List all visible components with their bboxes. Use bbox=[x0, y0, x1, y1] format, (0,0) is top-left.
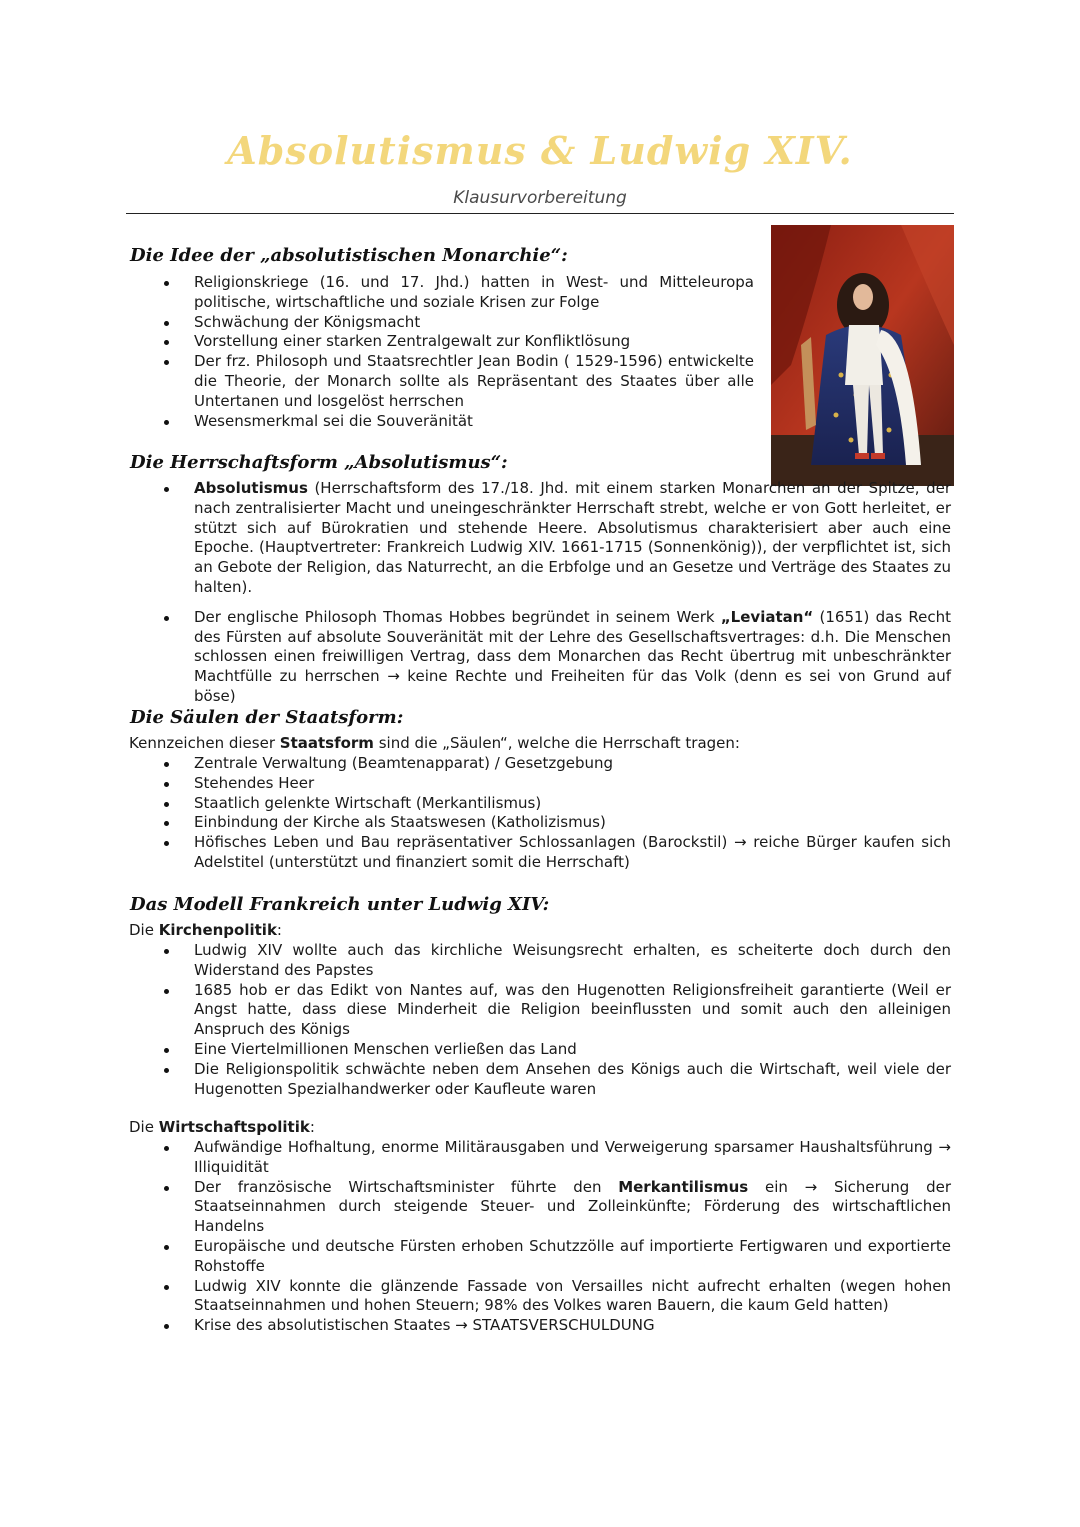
saeulen-intro bbox=[129, 734, 740, 754]
w2-text-b: ein → Sicherung der Staatseinnahmen durch steigende Steuer- und Zolleinkünfte; Förderung des wirtschaftlichen Handelns bbox=[194, 1177, 951, 1236]
list-item: Wesensmerkmal sei die Souveränität bbox=[194, 412, 754, 432]
section-heading-saeulen: Die Säulen der Staatsform: bbox=[130, 707, 404, 728]
list-item: 1685 hob er das Edikt von Nantes auf, was den Hugenotten Religionsfreiheit garantierte (Weil er Angst hatte, dass diese Minderheit die Religion beeinflussten und somit auch den alleinigen Anspruch des Königs bbox=[194, 980, 951, 1039]
list-herrschaftsform bbox=[194, 479, 951, 707]
subheading-wirtschaftspolitik bbox=[129, 1118, 315, 1138]
list-item: Krise des absolutistischen Staates → STAATSVERSCHULDUNG bbox=[194, 1316, 951, 1336]
term-kirchenpolitik: Kirchenpolitik bbox=[158, 921, 277, 939]
sub1-prefix: Die bbox=[129, 921, 159, 939]
list-item: Religionskriege (16. und 17. Jhd.) hatten in West- und Mitteleuropa politische, wirtschaftliche und soziale Krisen zur Folge bbox=[194, 273, 754, 311]
section-heading-herrschaftsform: Die Herrschaftsform „Absolutismus“: bbox=[130, 452, 508, 473]
w2-text-a: Der französische Wirtschaftsminister führte den bbox=[194, 1177, 619, 1196]
list-item: Stehendes Heer bbox=[194, 774, 951, 794]
sub1-suffix: : bbox=[276, 921, 282, 939]
list-wirtschaftspolitik bbox=[194, 1138, 951, 1336]
list-item: Ludwig XIV wollte auch das kirchliche Weisungsrecht erhalten, es scheiterte doch durch den Widerstand des Papstes bbox=[194, 941, 951, 979]
list-item: Staatlich gelenkte Wirtschaft (Merkantilismus) bbox=[194, 794, 951, 814]
list-item: Höfisches Leben und Bau repräsentativer Schlossanlagen (Barockstil) → reiche Bürger kaufen sich Adelstitel (unterstützt und finanziert somit die Herrschaft) bbox=[194, 833, 951, 871]
section-heading-idee: Die Idee der „absolutistischen Monarchie“: bbox=[130, 245, 568, 266]
hobbes-text-b: (1651) das Recht des Fürsten auf absolute Souveränität mit der Lehre des Gesellschaftsvertrages: d.h. Die Menschen schlossen einen freiwilligen Vertrag, dass dem Monarchen das Recht übertrug mit unbeschränkter Machtfülle zu herrschen → keine Rechte und Freiheiten für das Volk (denn es sei von Grund auf böse) bbox=[194, 607, 951, 705]
page-subtitle: Klausurvorbereitung bbox=[453, 188, 627, 208]
term-absolutismus: Absolutismus bbox=[194, 479, 308, 497]
list-item: Eine Viertelmillionen Menschen verließen das Land bbox=[194, 1040, 951, 1060]
term-merkantilismus: Merkantilismus bbox=[618, 1177, 749, 1196]
list-item bbox=[194, 479, 951, 598]
list-idee bbox=[194, 273, 754, 431]
sub2-prefix: Die bbox=[129, 1118, 159, 1136]
list-item: Vorstellung einer starken Zentralgewalt zur Konfliktlösung bbox=[194, 332, 754, 352]
hobbes-text-a: Der englische Philosoph Thomas Hobbes begründet in seinem Werk bbox=[194, 607, 721, 626]
list-saeulen bbox=[194, 754, 951, 873]
list-item bbox=[194, 608, 951, 707]
list-item: Europäische und deutsche Fürsten erhoben Schutzzölle auf importierte Fertigwaren und exportierte Rohstoffe bbox=[194, 1236, 951, 1275]
term-staatsform: Staatsform bbox=[279, 734, 374, 752]
list-item: Der frz. Philosoph und Staatsrechtler Jean Bodin ( 1529-1596) entwickelte die Theorie, der Monarch sollte als Repräsentant des Staates über alle Untertanen und losgelöst herrschen bbox=[194, 352, 754, 410]
intro-text-a: Kennzeichen dieser bbox=[129, 734, 280, 752]
term-wirtschaftspolitik: Wirtschaftspolitik bbox=[158, 1118, 310, 1136]
list-item: Ludwig XIV konnte die glänzende Fassade von Versailles nicht aufrecht erhalten (wegen hohen Staatseinnahmen und hohen Steuern; 98% des Volkes waren Bauern, die kaum Geld hatten) bbox=[194, 1276, 951, 1315]
list-item: Die Religionspolitik schwächte neben dem Ansehen des Königs auch die Wirtschaft, weil viele der Hugenotten Spezialhandwerker oder Kaufleute waren bbox=[194, 1059, 951, 1098]
list-item: Zentrale Verwaltung (Beamtenapparat) / Gesetzgebung bbox=[194, 754, 951, 774]
title-divider bbox=[126, 213, 954, 214]
list-item bbox=[194, 1178, 951, 1237]
absolutismus-definition: (Herrschaftsform des 17./18. Jhd. mit einem starken Monarchen an der Spitze, der nach zentralisierter Macht und uneingeschränkter Herrschaft strebt, welche er von Gott herleitet, er stützt sich auf Bürokratien und stehende Heere. Absolutismus charakterisiert aber auch eine Epoche. (Hauptvertreter: Frankreich Ludwig XIV. 1661-1715 (Sonnenkönig)), der verpflichtet ist, sich an Gebote der Religion, das Naturrecht, an die Erbfolge und an Gesetze und Verträge des Staates zu halten). bbox=[194, 479, 951, 596]
list-item: Aufwändige Hofhaltung, enorme Militärausgaben und Verweigerung sparsamer Haushaltsführung → Illiquidität bbox=[194, 1138, 951, 1176]
intro-text-b: sind die „Säulen“, welche die Herrschaft tragen: bbox=[373, 734, 740, 752]
term-leviatan: „Leviatan“ bbox=[720, 607, 814, 626]
portrait-image bbox=[771, 225, 954, 486]
list-item: Schwächung der Königsmacht bbox=[194, 313, 754, 333]
page-title: Absolutismus & Ludwig XIV. bbox=[227, 128, 853, 173]
sub2-suffix: : bbox=[309, 1118, 315, 1136]
list-kirchenpolitik bbox=[194, 941, 951, 1099]
list-item: Einbindung der Kirche als Staatswesen (Katholizismus) bbox=[194, 813, 951, 833]
subheading-kirchenpolitik bbox=[129, 921, 282, 941]
section-heading-modell-frankreich: Das Modell Frankreich unter Ludwig XIV: bbox=[130, 894, 550, 915]
